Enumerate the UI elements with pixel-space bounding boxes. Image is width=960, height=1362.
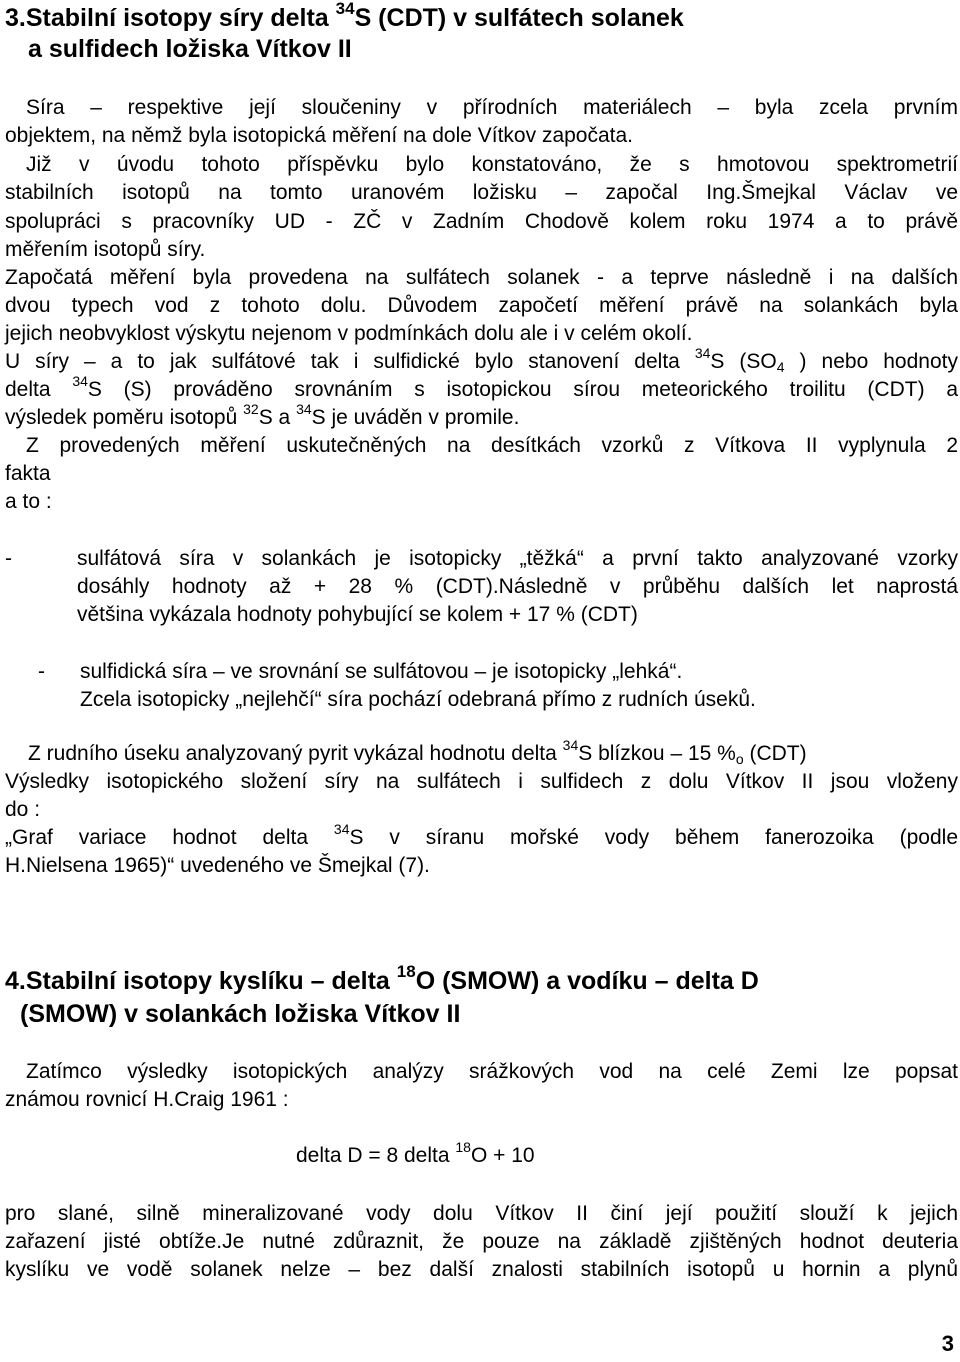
paragraph-3-line-1: Z rudního úseku analyzovaný pyrit vykázal hodnotu delta $^{34}$S blízkou – 15 %o (CDT) — [28, 737, 807, 767]
paragraph-1-line-2: objektem, na němž byla isotopická měření na dole Vítkov započata. — [5, 124, 634, 147]
paragraph-2-line-6: a to : — [5, 490, 52, 513]
paragraph-2-line-2: delta $^{34}$S (S) prováděno srovnáním s isotopickou sírou meteorického troilitu (CDT) a — [5, 373, 959, 401]
list-item-1-line-2: dosáhly hodnoty až + 28 % (CDT).Následně v průběhu dalších let naprostá — [77, 575, 958, 598]
paragraph-4-line-1: Zatímco výsledky isotopických analýzy srážkových vod na celé Zemi lze popsat — [26, 1060, 958, 1083]
paragraph-1-line-3: Již v úvodu tohoto příspěvku bylo konstatováno, že s hmotovou spektrometrií — [26, 153, 958, 176]
paragraph-4-line-3: pro slané, silně mineralizované vody dolu Vítkov II činí její použití slouží k jejich — [5, 1202, 958, 1225]
list-bullet-1: - — [5, 547, 12, 570]
paragraph-2-line-3: výsledek poměru isotopů $^{32}$S a $^{34}$S je uváděn v promile. — [5, 401, 520, 429]
paragraph-1-line-5: spolupráci s pracovníky UD - ZČ v Zadním Chodově kolem roku 1974 a to právě — [5, 210, 958, 233]
list-bullet-2: - — [38, 660, 45, 683]
section-3-heading-line-2: a sulfidech ložiska Vítkov II — [28, 35, 352, 63]
paragraph-4-line-4: zařazení jisté obtíže.Je nutné zdůraznit, že pouze na základě zjištěných hodnot deuteria — [5, 1230, 958, 1253]
paragraph-3-line-5: H.Nielsena 1965)“ uvedeného ve Šmejkal (7). — [5, 854, 430, 877]
paragraph-1-line-6: měřením isotopů síry. — [5, 238, 206, 261]
paragraph-2-line-4: Z provedených měření uskutečněných na desítkách vzorků z Vítkova II vyplynula 2 — [26, 434, 958, 457]
paragraph-3-line-4: „Graf variace hodnot delta $^{34}$S v síranu mořské vody během fanerozoika (podle — [5, 821, 959, 849]
paragraph-4-line-5: kyslíku ve vodě solanek nelze – bez další znalosti stabilních isotopů u hornin a plynů — [5, 1258, 958, 1281]
paragraph-1-line-4: stabilních isotopů na tomto uranovém ložisku – započal Ing.Šmejkal Václav ve — [5, 181, 958, 204]
paragraph-1-line-7: Započatá měření byla provedena na sulfátech solanek - a teprve následně i na dalších — [5, 266, 958, 289]
paragraph-1-line-8: dvou typech vod z tohoto dolu. Důvodem započetí měření právě na solankách byla — [5, 294, 958, 317]
list-item-2-line-2: Zcela isotopicky „nejlehčí“ síra pochází odebraná přímo z rudních úseků. — [80, 688, 756, 711]
list-item-1-line-1: sulfátová síra v solankách je isotopicky „těžká“ a první takto analyzované vzorky — [77, 547, 958, 570]
paragraph-2-line-5: fakta — [5, 462, 51, 485]
paragraph-4-line-2: známou rovnicí H.Craig 1961 : — [5, 1088, 289, 1111]
section-3-heading-line-1: 3.Stabilní isotopy síry delta $^{34}$S (CDT) v sulfátech solanek — [5, 0, 684, 32]
paragraph-3-line-2: Výsledky isotopického složení síry na sulfátech i sulfidech z dolu Vítkov II jsou vloženy — [5, 770, 958, 793]
section-4-heading-line-2: (SMOW) v solankách ložiska Vítkov II — [20, 1000, 461, 1028]
paragraph-2-line-1: U síry – a to jak sulfátové tak i sulfidické bylo stanovení delta $^{34}$S (SO4 ) nebo hodnoty — [5, 345, 958, 375]
list-item-2-line-1: sulfidická síra – ve srovnání se sulfátovou – je isotopicky „lehká“. — [80, 660, 683, 683]
craig-equation: delta D = 8 delta $^{18}$O + 10 — [296, 1139, 535, 1167]
paragraph-1-line-1: Síra – respektive její sloučeniny v přírodních materiálech – byla zcela prvním — [26, 96, 958, 119]
section-4-heading-line-1: 4.Stabilní isotopy kyslíku – delta $^{18}$O (SMOW) a vodíku – delta D — [5, 962, 759, 995]
list-item-1-line-3: většina vykázala hodnoty pohybující se kolem + 17 % (CDT) — [77, 603, 638, 626]
paragraph-1-line-9: jejich neobvyklost výskytu nejenom v podmínkách dolu ale i v celém okolí. — [5, 322, 693, 345]
paragraph-3-line-3: do : — [5, 798, 41, 821]
page-number: 3 — [941, 1331, 954, 1356]
